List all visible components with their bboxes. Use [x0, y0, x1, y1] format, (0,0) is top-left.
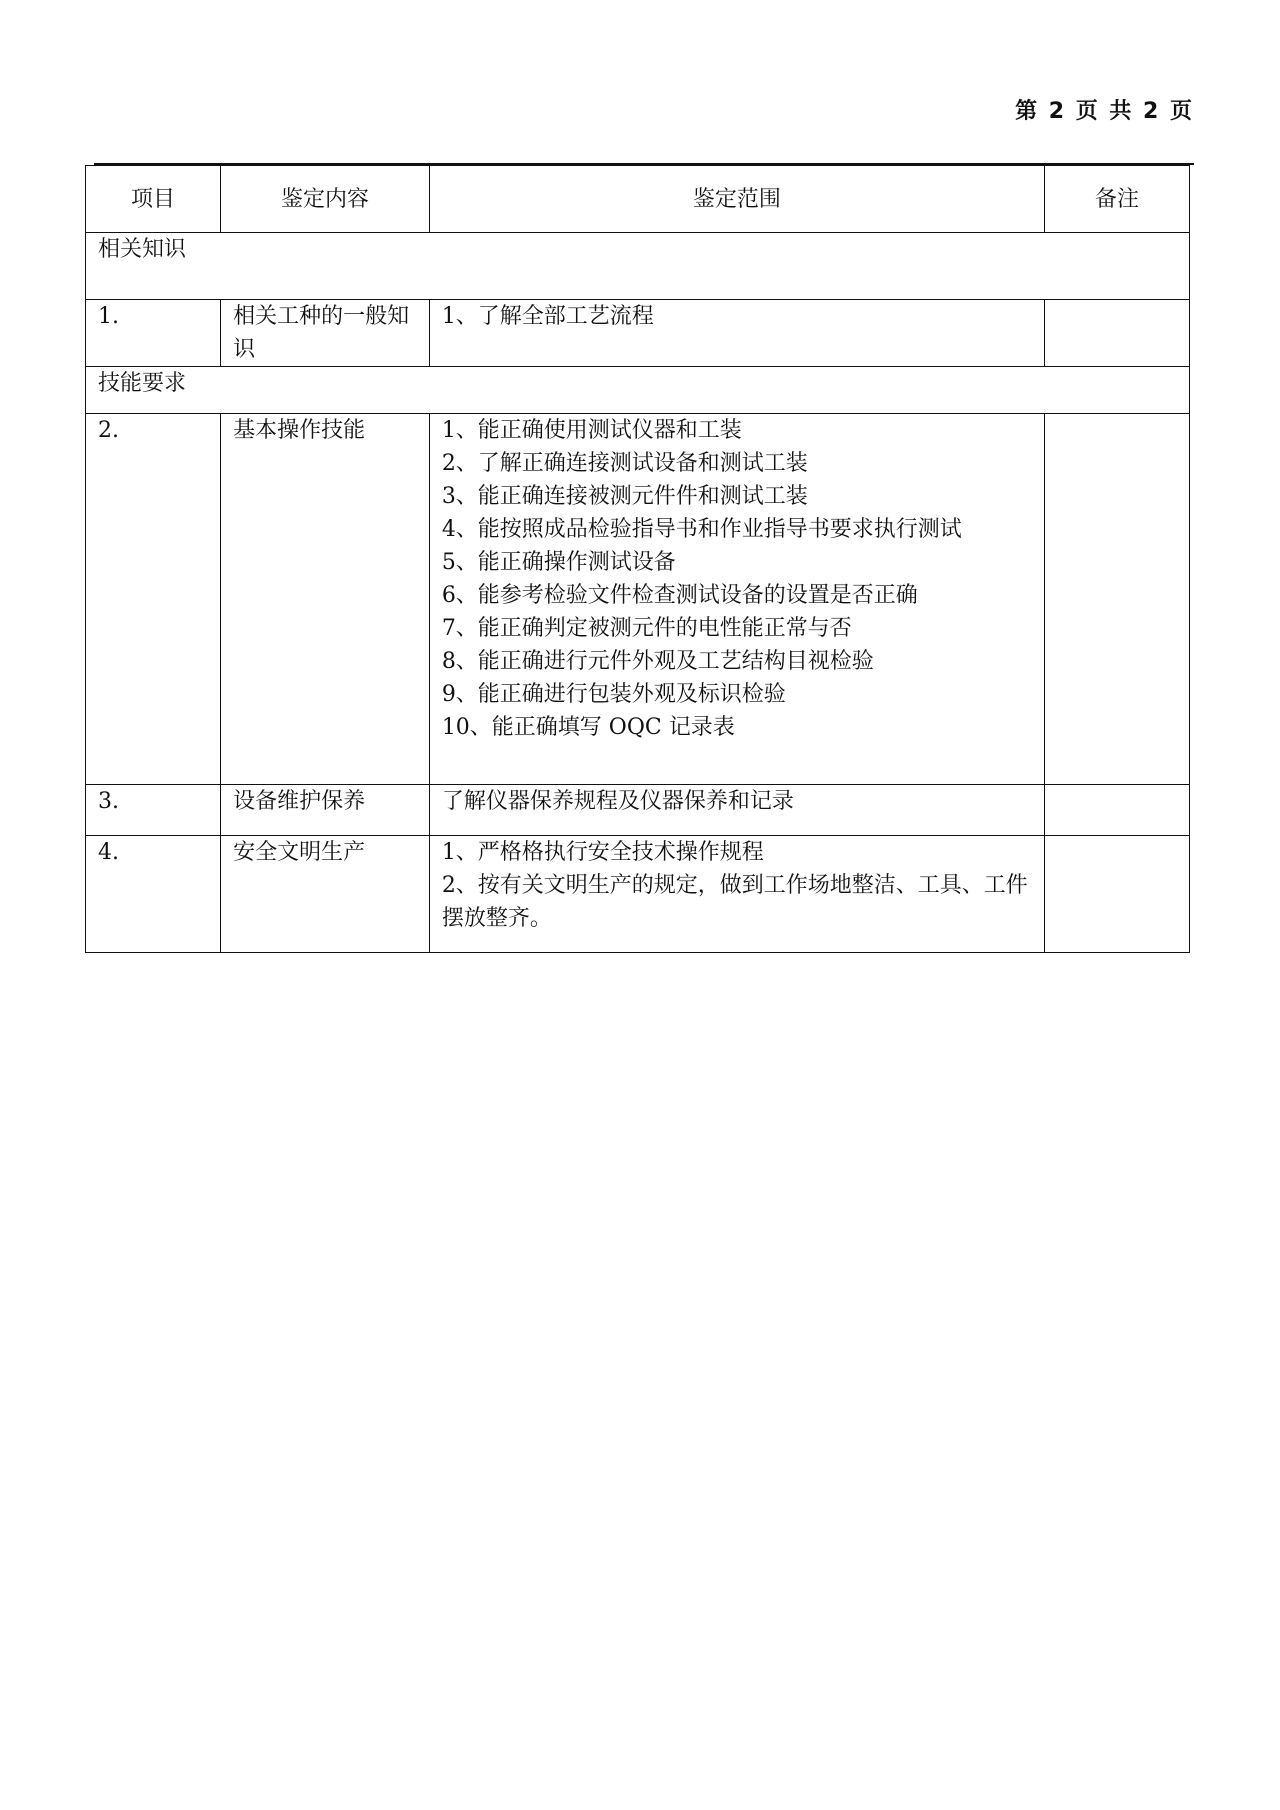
range-line: 1、能正确使用测试仪器和工装 — [441, 418, 742, 443]
row-range — [429, 300, 1044, 367]
range-line: 了解仪器保养规程及仪器保养和记录 — [441, 789, 794, 814]
table-row — [86, 785, 1190, 836]
table-row — [86, 836, 1190, 953]
range-line: 2、按有关文明生产的规定，做到工作场地整洁、工具、工件摆放整齐。 — [441, 873, 1028, 931]
row-number: 4. — [86, 836, 221, 953]
table-row — [86, 300, 1190, 367]
page-indicator: 第 2 页 共 2 页 — [1015, 99, 1194, 124]
row-range — [429, 836, 1044, 953]
range-line: 7、能正确判定被测元件的电性能正常与否 — [441, 616, 852, 641]
range-line: 8、能正确进行元件外观及工艺结构目视检验 — [441, 649, 874, 674]
section-row-skills — [86, 367, 1190, 414]
row-number: 1. — [86, 300, 221, 367]
section-row-knowledge — [86, 233, 1190, 300]
range-line: 1、严格格执行安全技术操作规程 — [441, 840, 764, 865]
section-title: 技能要求 — [86, 367, 1190, 414]
row-content: 安全文明生产 — [221, 836, 430, 953]
row-content: 相关工种的一般知识 — [221, 300, 430, 367]
row-note — [1044, 300, 1189, 367]
range-line: 1、了解全部工艺流程 — [441, 304, 654, 329]
range-line: 2、了解正确连接测试设备和测试工装 — [441, 451, 808, 476]
table-header-row — [86, 166, 1190, 233]
column-header-content: 鉴定内容 — [221, 166, 430, 233]
range-line: 5、能正确操作测试设备 — [441, 550, 676, 575]
table-row — [86, 414, 1190, 785]
range-line: 10、能正确填写 OQC 记录表 — [441, 715, 735, 740]
range-line: 6、能参考检验文件检查测试设备的设置是否正确 — [441, 583, 918, 608]
row-content: 设备维护保养 — [221, 785, 430, 836]
column-header-range: 鉴定范围 — [429, 166, 1044, 233]
row-note — [1044, 414, 1189, 785]
range-line: 9、能正确进行包装外观及标识检验 — [441, 682, 786, 707]
range-line: 3、能正确连接被测元件件和测试工装 — [441, 484, 808, 509]
row-note — [1044, 785, 1189, 836]
row-range — [429, 414, 1044, 785]
row-range — [429, 785, 1044, 836]
column-header-item: 项目 — [86, 166, 221, 233]
row-note — [1044, 836, 1189, 953]
row-number: 3. — [86, 785, 221, 836]
row-number: 2. — [86, 414, 221, 785]
section-title: 相关知识 — [86, 233, 1190, 300]
column-header-note: 备注 — [1044, 166, 1189, 233]
range-line: 4、能按照成品检验指导书和作业指导书要求执行测试 — [441, 517, 962, 542]
row-content: 基本操作技能 — [221, 414, 430, 785]
assessment-table — [85, 165, 1190, 953]
